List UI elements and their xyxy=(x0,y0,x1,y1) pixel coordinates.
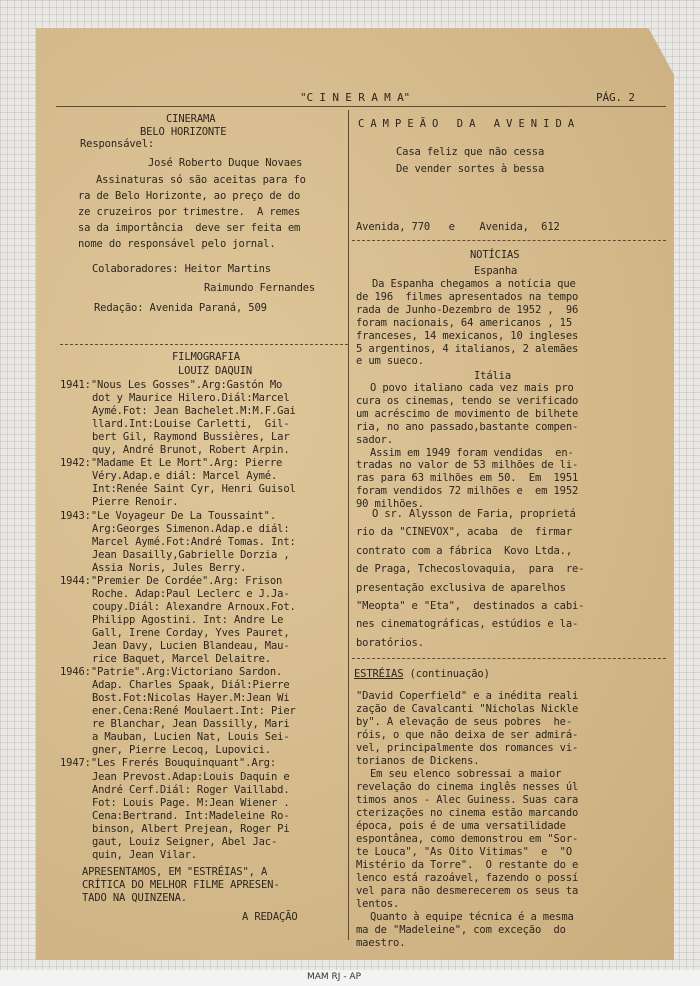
sponsor-line: De vender sortes à bessa xyxy=(396,163,545,175)
filmography-entry-line: Jean Davy, Lucien Blandeau, Mau- xyxy=(92,640,290,652)
news-line: sador. xyxy=(356,433,394,446)
news-subheading-spain: Espanha xyxy=(474,265,518,277)
masthead-line: ze cruzeiros por trimestre. A remes xyxy=(78,206,301,218)
news-line: presentação exclusiva de aparelhos xyxy=(356,581,566,594)
filmography-entry-line: rice Baquet, Marcel Delaitre. xyxy=(92,653,271,666)
filmography-entry-line: Fot: Louis Page. M:Jean Wiener . xyxy=(92,796,290,809)
news-heading: NOTÍCIAS xyxy=(470,249,520,261)
premieres-line: torianos de Dickens. xyxy=(356,755,480,767)
filmography-entry-line: gaut, Louiz Seigner, Abel Jac- xyxy=(92,835,278,848)
news-line: O sr. Alysson de Faria, proprietá xyxy=(372,508,576,520)
news-line: foram nacionais, 64 americanos , 15 xyxy=(356,316,573,329)
premieres-line: ma de "Madeleine", com exceção do xyxy=(356,924,566,936)
archive-footer xyxy=(0,970,700,986)
news-line: ras para 63 milhões em 50. Em 1951 xyxy=(356,472,579,485)
news-line: franceses, 14 mexicanos, 10 ingleses xyxy=(356,329,579,342)
premieres-line: róis, o que não deixa de ser admirá- xyxy=(356,729,579,741)
column-divider xyxy=(348,110,349,940)
masthead-line: sa da importância deve ser feita em xyxy=(78,222,301,234)
premieres-line: vel, principalmente dos romances vi- xyxy=(356,742,579,754)
filmography-entry-line: Jean Prevost.Adap:Louis Daquin e xyxy=(92,770,290,783)
filmography-entry-start: 1947:"Les Frerés Bouquinquant".Arg: xyxy=(60,757,277,770)
masthead-city: BELO HORIZONTE xyxy=(140,126,227,138)
masthead-title: CINERAMA xyxy=(166,113,216,125)
filmography-entry-line: a Mauban, Lucien Nat, Louis Sei- xyxy=(92,731,290,744)
filmography-entry-line: Assia Noris, Jules Berry. xyxy=(92,561,247,574)
filmography-entry-start: 1943:"Le Voyageur De La Toussaint". xyxy=(60,509,277,522)
sponsor-address: Avenida, 770 e Avenida, 612 xyxy=(356,221,560,233)
news-line: O povo italiano cada vez mais pro xyxy=(370,382,574,394)
news-line: 90 milhões. xyxy=(356,498,424,511)
masthead-line: Assinaturas só são aceitas para fo xyxy=(96,174,306,186)
editor-note-line: TADO NA QUINZENA. xyxy=(82,892,187,904)
filmography-entry-line: Adap. Charles Spaak, Diál:Pierre xyxy=(92,679,290,692)
filmography-entry-line: Marcel Aymé.Fot:André Tomas. Int: xyxy=(92,535,296,548)
header-rule xyxy=(56,106,666,107)
premieres-line: revelação do cinema inglês nesses úl xyxy=(356,781,579,793)
filmography-entry-line: re Blanchar, Jean Dassilly, Mari xyxy=(92,718,290,731)
filmography-entry-line: coupy.Diál: Alexandre Arnoux.Fot. xyxy=(92,600,296,613)
news-line: boratórios. xyxy=(356,636,424,649)
news-line: de 196 filmes apresentados na tempo xyxy=(356,290,579,303)
premieres-line: timos anos - Alec Guiness. Suas cara xyxy=(356,794,579,806)
filmography-entry-line: Pierre Renoir. xyxy=(92,496,179,509)
masthead-line: José Roberto Duque Novaes xyxy=(148,157,303,169)
filmography-heading: FILMOGRAFIA xyxy=(172,351,240,363)
premieres-heading xyxy=(354,668,490,681)
filmography-entry-start: 1944:"Premier De Cordée".Arg: Frison xyxy=(60,574,283,587)
news-line: foram vendidos 72 milhões e em 1952 xyxy=(356,485,579,498)
news-line: e um sueco. xyxy=(356,355,424,368)
premieres-line: by". A elevação de seus pobres he- xyxy=(356,716,573,728)
filmography-entry-line: gner, Pierre Lecoq, Lupovici. xyxy=(92,744,271,757)
premieres-heading-suffix: (continuação) xyxy=(403,668,490,680)
filmography-entry-line: André Cerf.Diál: Roger Vaillabd. xyxy=(92,783,290,796)
filmography-entry-line: Bost.Fot:Nicolas Hayer.M:Jean Wi xyxy=(92,692,290,705)
news-line: de Praga, Tchecoslovaquia, para re- xyxy=(356,563,585,576)
premieres-line: vel para não desmerecerem os seus ta xyxy=(356,885,579,897)
news-subheading-italy: Itália xyxy=(474,370,512,382)
premieres-line: zação de Cavalcanti "Nicholas Nickle xyxy=(356,703,579,715)
premieres-line: Mistério da Torre". O restante do e xyxy=(356,859,579,871)
filmography-entry-line: bert Gil, Raymond Bussières, Lar xyxy=(92,431,290,444)
news-line: Assim em 1949 foram vendidas en- xyxy=(370,446,574,459)
page-title: "C I N E R A M A" xyxy=(300,91,411,104)
masthead-line: nome do responsável pelo jornal. xyxy=(78,238,276,250)
premieres-line: "David Coperfield" e a inédita reali xyxy=(356,690,579,702)
news-line: Da Espanha chegamos a notícia que xyxy=(372,278,576,290)
premieres-line: época, pois é de uma versatilidade xyxy=(356,820,566,832)
page-number: PÁG. 2 xyxy=(596,91,635,104)
news-line: rio da "CINEVOX", acaba de firmar xyxy=(356,526,573,539)
news-line: um acréscimo de movimento de bilhete xyxy=(356,407,579,420)
news-line: tradas no valor de 53 milhões de li- xyxy=(356,459,579,472)
filmography-entry-line: Int:Renée Saint Cyr, Henri Guisol xyxy=(92,483,296,496)
masthead-line: Redação: Avenida Paraná, 509 xyxy=(94,302,267,314)
masthead-line: Responsável: xyxy=(80,138,155,150)
section-rule xyxy=(60,344,348,345)
filmography-entry-line: Gall, Irene Corday, Yves Pauret, xyxy=(92,626,290,639)
filmography-entry-line: quy, André Brunot, Robert Arpin. xyxy=(92,444,290,457)
news-line: contrato com a fábrica Kovo Ltda., xyxy=(356,544,573,557)
news-line: nes cinematográficas, estúdios e la- xyxy=(356,618,579,631)
sponsor-line: Casa feliz que não cessa xyxy=(396,146,545,158)
premieres-line: maestro. xyxy=(356,937,406,949)
sponsor-title: C A M P E Ã O D A A V E N I D A xyxy=(358,118,575,130)
archive-tag: MAM RJ - AP xyxy=(307,972,362,982)
editor-note-line: APRESENTAMOS, EM "ESTRÉIAS", A xyxy=(82,866,268,878)
premieres-line: cterizações no cinema estão marcando xyxy=(356,807,579,819)
masthead-line: Raimundo Fernandes xyxy=(204,282,316,294)
masthead-line: Colaboradores: Heitor Martins xyxy=(92,263,271,275)
premieres-line: lentos. xyxy=(356,898,400,910)
filmography-entry-line: Cena:Bertrand. Int:Madeleine Ro- xyxy=(92,809,290,822)
filmography-entry-line: quin, Jean Vilar. xyxy=(92,848,197,861)
news-line: cura os cinemas, tendo se verificado xyxy=(356,394,579,407)
editor-note-line: CRÍTICA DO MELHOR FILME APRESEN- xyxy=(82,879,280,891)
filmography-entry-line: Roche. Adap:Paul Leclerc e J.Ja- xyxy=(92,587,290,600)
premieres-line: espontânea, como demonstrou em "Sor- xyxy=(356,833,579,845)
section-rule xyxy=(352,658,666,659)
news-line: "Meopta" e "Eta", destinados a cabi- xyxy=(356,600,585,612)
filmography-entry-line: Arg:Georges Simenon.Adap.e diál: xyxy=(92,522,290,535)
filmography-entry-start: 1941:"Nous Les Gosses".Arg:Gastón Mo xyxy=(60,379,283,391)
filmography-entry-line: Jean Dasailly,Gabrielle Dorzia , xyxy=(92,548,290,561)
filmography-entry-line: llard.Int:Louise Carletti, Gil- xyxy=(92,418,290,431)
news-line: ria, no ano passado,bastante compen- xyxy=(356,420,579,433)
editor-signature: A REDAÇÃO xyxy=(242,911,298,923)
premieres-line: lenco está razoável, fazendo o possí xyxy=(356,872,579,884)
filmography-entry-line: binson, Albert Prejean, Roger Pi xyxy=(92,822,290,835)
filmography-entry-line: Véry.Adap.e diál: Marcel Aymé. xyxy=(92,470,278,483)
filmography-entry-line: dot y Maurice Hilero.Diál:Marcel xyxy=(92,392,290,405)
premieres-line: Em seu elenco sobressai a maior xyxy=(370,768,562,780)
filmography-entry-line: Aymé.Fot: Jean Bachelet.M:M.F.Gai xyxy=(92,405,296,418)
filmography-entry-start: 1946:"Patrie".Arg:Victoriano Sardon. xyxy=(60,666,283,679)
premieres-line: Quanto à equipe técnica é a mesma xyxy=(370,911,574,923)
news-line: rada de Junho-Dezembro de 1952 , 96 xyxy=(356,303,579,316)
filmography-entry-line: Philipp Agostini. Int: Andre Le xyxy=(92,613,284,626)
masthead-line: ra de Belo Horizonte, ao preço de do xyxy=(78,190,301,202)
premieres-line: te Louca", "As Oito Vitimas" e "O xyxy=(356,846,573,858)
filmography-entry-start: 1942:"Madame Et Le Mort".Arg: Pierre xyxy=(60,457,283,470)
filmography-director: LOUIZ DAQUIN xyxy=(178,365,253,377)
news-line: 5 argentinos, 4 italianos, 2 alemães xyxy=(356,342,579,355)
section-rule xyxy=(352,240,666,241)
filmography-entry-line: ener.Cena:René Moulaert.Int: Pier xyxy=(92,705,296,718)
premieres-heading-text: ESTRÉIAS xyxy=(354,668,404,680)
